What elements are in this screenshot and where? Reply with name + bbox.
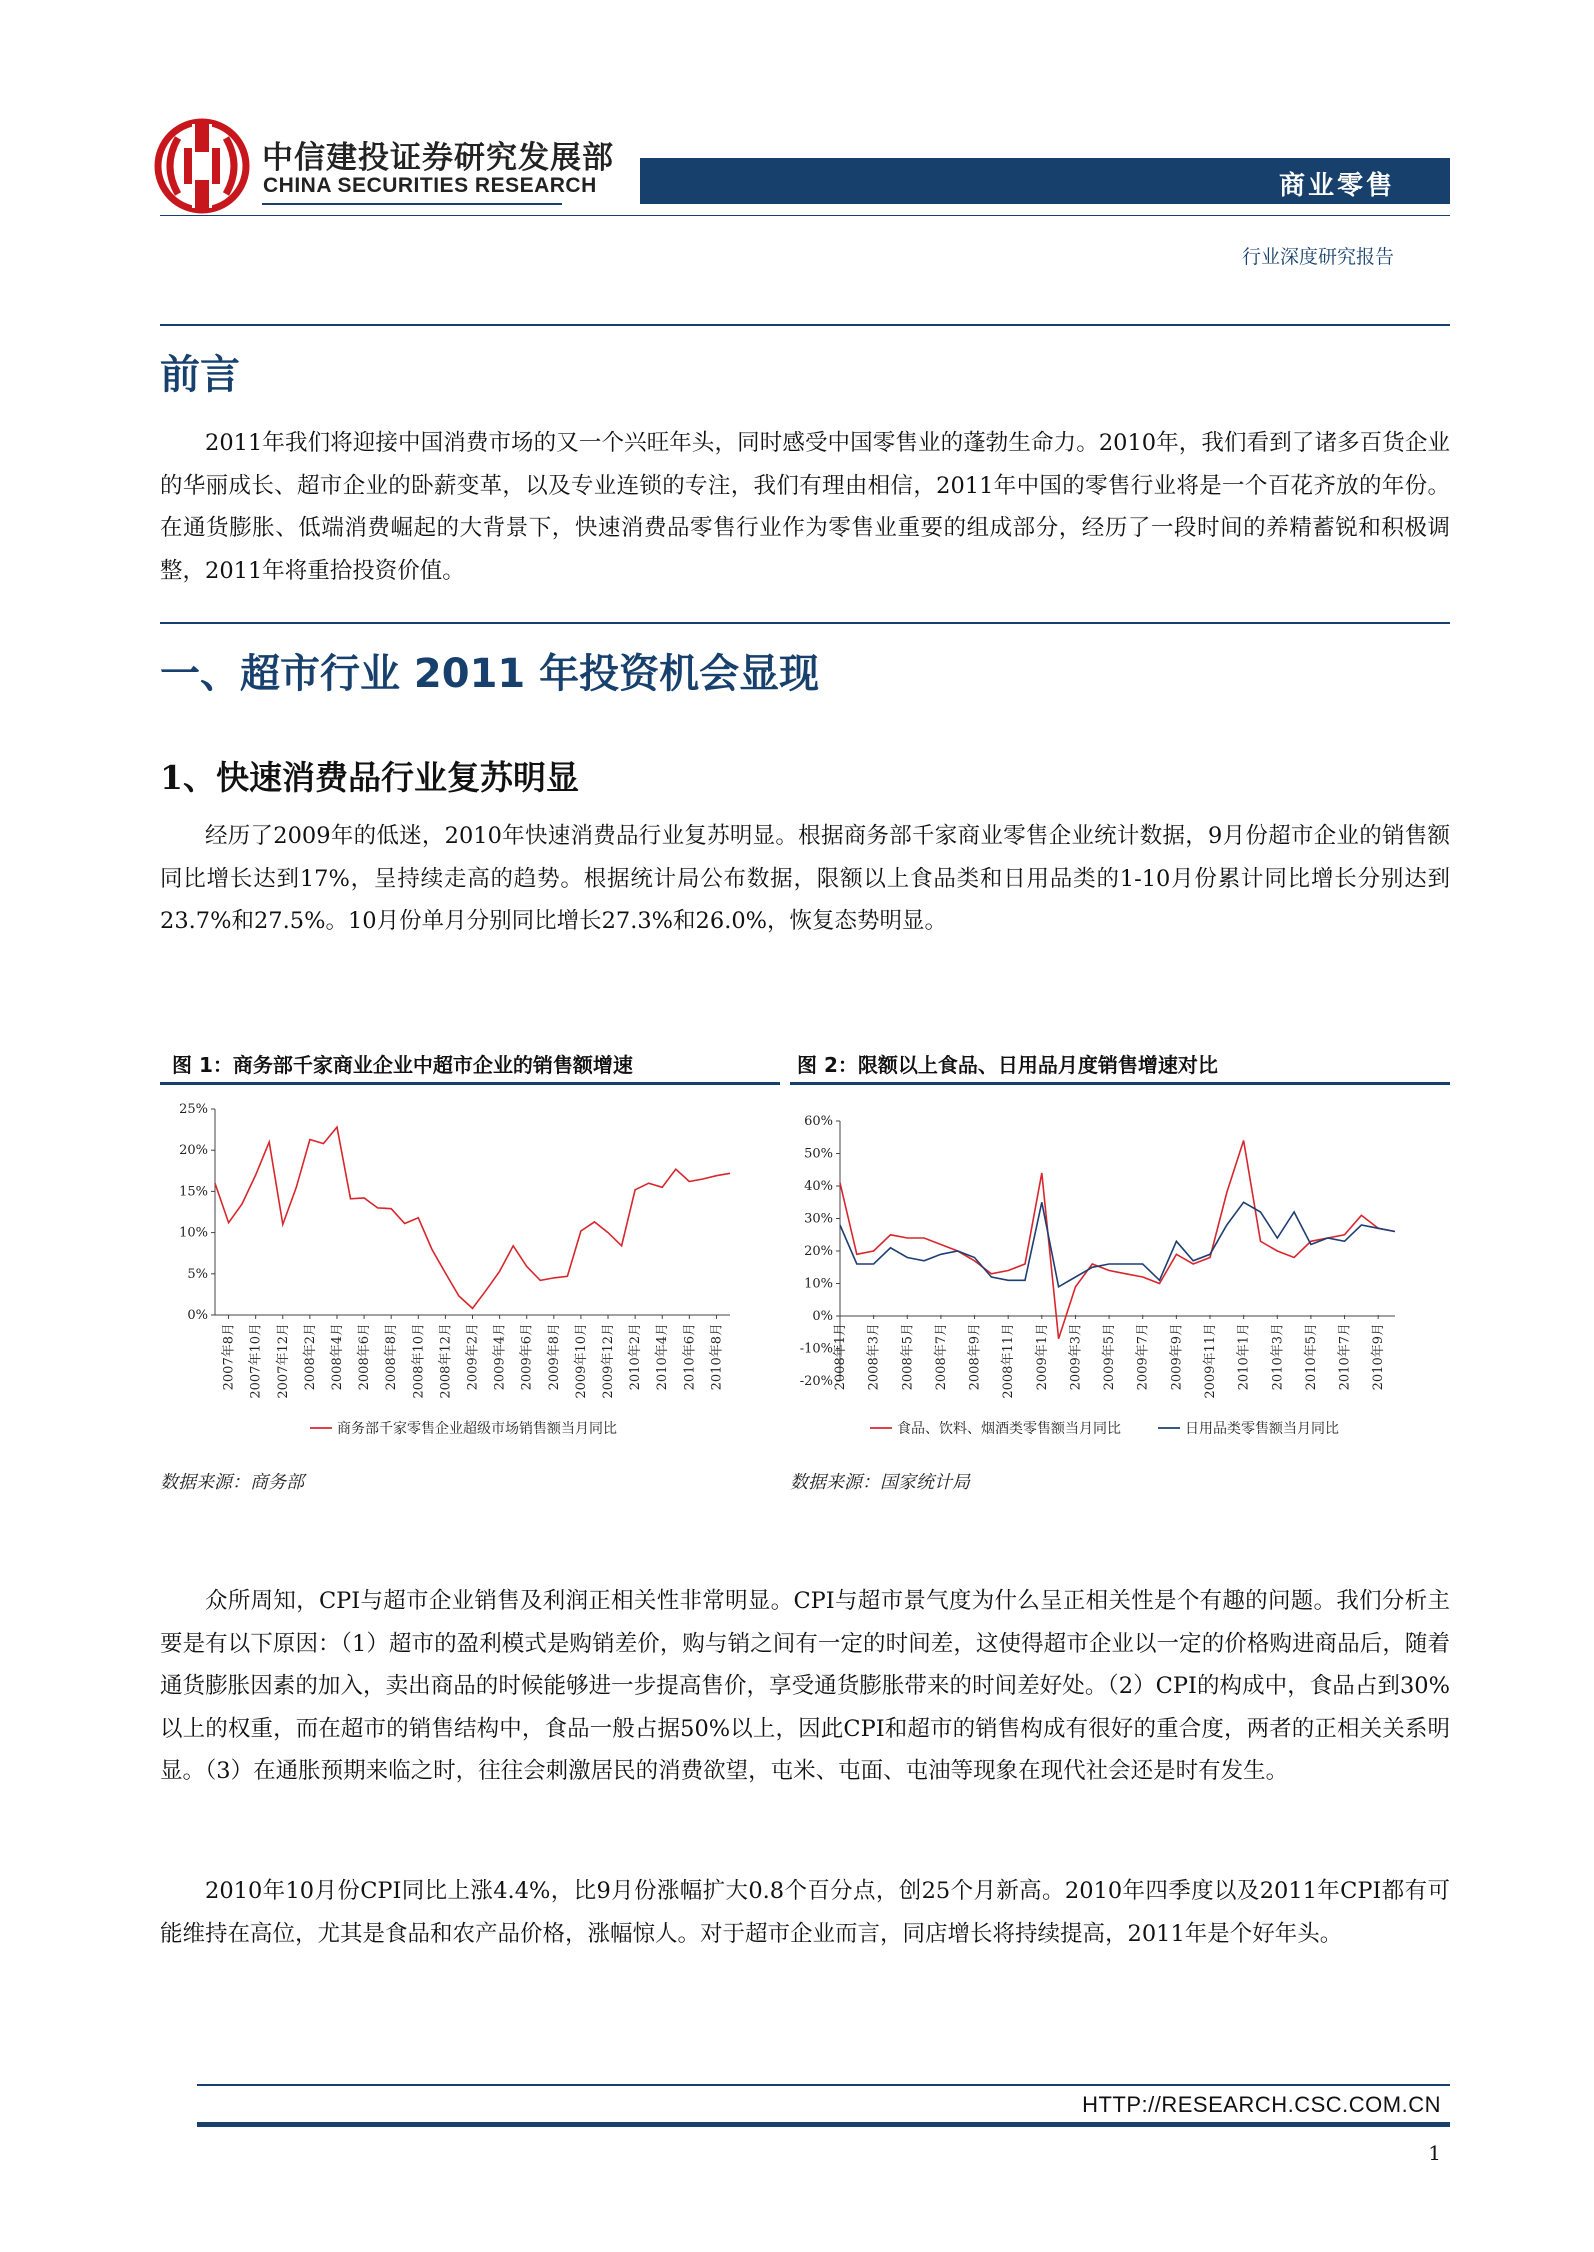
y-tick-label: 60% bbox=[804, 1114, 833, 1129]
y-tick-label: -20% bbox=[799, 1374, 833, 1389]
y-tick-label: -10% bbox=[799, 1341, 833, 1357]
footer-rule-thick bbox=[197, 2122, 1450, 2127]
figure1-source: 数据来源：商务部 bbox=[160, 1472, 304, 1493]
series-line bbox=[215, 1127, 730, 1308]
x-tick-label: 2010年8月 bbox=[709, 1323, 725, 1391]
x-tick-label: 2009年3月 bbox=[1068, 1323, 1084, 1391]
org-name-en: CHINA SECURITIES RESEARCH bbox=[263, 174, 597, 197]
x-tick-label: 2009年8月 bbox=[546, 1323, 562, 1391]
footer-rule-thin bbox=[197, 2084, 1450, 2086]
x-tick-label: 2008年11月 bbox=[1001, 1323, 1017, 1399]
logo-underline bbox=[262, 203, 562, 205]
x-tick-label: 2009年7月 bbox=[1135, 1323, 1151, 1391]
y-tick-label: 5% bbox=[187, 1266, 208, 1282]
y-tick-label: 40% bbox=[804, 1179, 833, 1194]
figure1-title: 图 1：商务部千家商业企业中超市企业的销售额增速 bbox=[172, 1053, 633, 1077]
x-tick-label: 2009年12月 bbox=[601, 1323, 617, 1399]
section1-top-rule bbox=[160, 622, 1450, 624]
preface-top-rule bbox=[160, 324, 1450, 326]
section1-paragraph2: 众所周知，CPI与超市企业销售及利润正相关性非常明显。CPI与超市景气度为什么呈正相关性是个有趣的问题。我们分析主要是有以下原因：（1）超市的盈利模式是购销差价，购与销之间有一定的时间差，这使得超市企业以一定的价格购进商品后，随着通货膨胀因素的加入，卖出商品的时候能够进一步提高售价，享受通货膨胀带来的时间差好处。（2）CPI的构成中，食品占到30%以上的权重，而在超市的销售结构中，食品一般占据50%以上，因此CPI和超市的销售构成有很好的重合度，两者的正相关关系明显。（3）在通胀预期来临之时，往往会刺激居民的消费欲望，屯米、屯面、屯油等现象在现代社会还是时有发生。 bbox=[160, 1588, 1450, 1784]
figure1-title-rule bbox=[160, 1082, 780, 1085]
x-tick-label: 2009年10月 bbox=[573, 1323, 589, 1399]
x-tick-label: 2007年12月 bbox=[275, 1323, 291, 1399]
x-tick-label: 2008年4月 bbox=[329, 1323, 345, 1391]
x-tick-label: 2008年6月 bbox=[357, 1323, 373, 1391]
citic-logo-icon bbox=[154, 118, 250, 214]
preface-paragraph: 2011年我们将迎接中国消费市场的又一个兴旺年头，同时感受中国零售业的蓬勃生命力。2010年，我们看到了诸多百货企业的华丽成长、超市企业的卧薪变革，以及专业连锁的专注，我们有理由相信，2011年中国的零售行业将是一个百花齐放的年份。在通货膨胀、低端消费崛起的大背景下，快速消费品零售行业作为零售业重要的组成部分，经历了一段时间的养精蓄锐和积极调整，2011年将重拾投资价值。 bbox=[160, 430, 1450, 584]
section1-paragraph3: 2010年10月份CPI同比上涨4.4%，比9月份涨幅扩大0.8个百分点，创25个月新高。2010年四季度以及2011年CPI都有可能维持在高位，尤其是食品和农产品价格，涨幅惊人。对于超市企业而言，同店增长将持续提高，2011年是个好年头。 bbox=[160, 1878, 1450, 1947]
y-tick-label: 10% bbox=[179, 1225, 208, 1241]
x-tick-label: 2008年9月 bbox=[967, 1323, 983, 1391]
y-tick-label: 20% bbox=[179, 1143, 208, 1159]
x-tick-label: 2009年11月 bbox=[1203, 1323, 1218, 1399]
x-tick-label: 2009年9月 bbox=[1169, 1323, 1185, 1391]
y-tick-label: 0% bbox=[187, 1308, 208, 1323]
page-number: 1 bbox=[1428, 2141, 1441, 2165]
header-rule bbox=[160, 215, 1450, 216]
x-tick-label: 2009年1月 bbox=[1034, 1323, 1050, 1391]
company-logo bbox=[154, 118, 250, 214]
legend-label: 食品、饮料、烟酒类零售额当月同比 bbox=[897, 1421, 1121, 1437]
x-tick-label: 2010年9月 bbox=[1371, 1323, 1387, 1391]
legend-label: 商务部千家零售企业超级市场销售额当月同比 bbox=[337, 1421, 617, 1437]
preface-title: 前言 bbox=[160, 352, 240, 398]
x-tick-label: 2007年10月 bbox=[248, 1323, 264, 1399]
section1-title: 一、超市行业 2011 年投资机会显现 bbox=[160, 651, 820, 697]
x-tick-label: 2008年2月 bbox=[302, 1323, 318, 1391]
figure2-title-rule bbox=[790, 1082, 1450, 1085]
x-tick-label: 2008年5月 bbox=[900, 1323, 916, 1391]
y-tick-label: 25% bbox=[179, 1102, 208, 1117]
y-tick-label: 30% bbox=[804, 1211, 833, 1227]
category-label: 商业零售 bbox=[1278, 171, 1395, 201]
subsection1-title: 1、快速消费品行业复苏明显 bbox=[160, 758, 579, 797]
figure2-source: 数据来源：国家统计局 bbox=[790, 1472, 970, 1493]
chart-supermarket-sales-growth bbox=[160, 1095, 780, 1455]
x-tick-label: 2010年4月 bbox=[655, 1323, 671, 1391]
x-tick-label: 2010年7月 bbox=[1337, 1323, 1353, 1391]
y-tick-label: 20% bbox=[804, 1244, 833, 1259]
x-tick-label: 2010年2月 bbox=[628, 1323, 644, 1391]
series-line bbox=[840, 1141, 1395, 1339]
x-tick-label: 2008年12月 bbox=[438, 1323, 454, 1399]
x-tick-label: 2010年6月 bbox=[682, 1323, 698, 1391]
chart-food-daily-goods-growth bbox=[790, 1095, 1450, 1455]
y-tick-label: 15% bbox=[179, 1184, 208, 1200]
section1-paragraph1: 经历了2009年的低迷，2010年快速消费品行业复苏明显。根据商务部千家商业零售企业统计数据，9月份超市企业的销售额同比增长达到17%，呈持续走高的趋势。根据统计局公布数据，限额以上食品类和日用品类的1-10月份累计同比增长分别达到23.7%和27.5%。10月份单月分别同比增长27.3%和26.0%，恢复态势明显。 bbox=[160, 823, 1450, 934]
x-tick-label: 2010年3月 bbox=[1270, 1323, 1286, 1391]
x-tick-label: 2010年1月 bbox=[1236, 1323, 1252, 1391]
category-bar bbox=[640, 158, 1450, 204]
report-type: 行业深度研究报告 bbox=[1241, 246, 1394, 268]
x-tick-label: 2008年7月 bbox=[933, 1323, 949, 1391]
x-tick-label: 2009年2月 bbox=[465, 1323, 481, 1391]
x-tick-label: 2009年5月 bbox=[1102, 1323, 1118, 1391]
x-tick-label: 2008年1月 bbox=[833, 1323, 848, 1391]
x-tick-label: 2007年8月 bbox=[221, 1323, 237, 1391]
org-name-cn: 中信建投证券研究发展部 bbox=[262, 140, 614, 176]
figure2-title: 图 2：限额以上食品、日用品月度销售增速对比 bbox=[797, 1053, 1218, 1077]
x-tick-label: 2008年8月 bbox=[384, 1323, 400, 1391]
x-tick-label: 2009年4月 bbox=[492, 1323, 508, 1391]
y-tick-label: 50% bbox=[804, 1146, 833, 1162]
x-tick-label: 2010年5月 bbox=[1303, 1323, 1319, 1391]
y-tick-label: 10% bbox=[804, 1276, 833, 1292]
legend-label: 日用品类零售额当月同比 bbox=[1185, 1421, 1339, 1437]
footer-url[interactable]: HTTP://RESEARCH.CSC.COM.CN bbox=[1082, 2092, 1441, 2117]
x-tick-label: 2009年6月 bbox=[519, 1323, 535, 1391]
series-line bbox=[840, 1202, 1395, 1287]
y-tick-label: 0% bbox=[812, 1309, 833, 1324]
x-tick-label: 2008年3月 bbox=[866, 1323, 882, 1391]
x-tick-label: 2008年10月 bbox=[411, 1323, 427, 1399]
